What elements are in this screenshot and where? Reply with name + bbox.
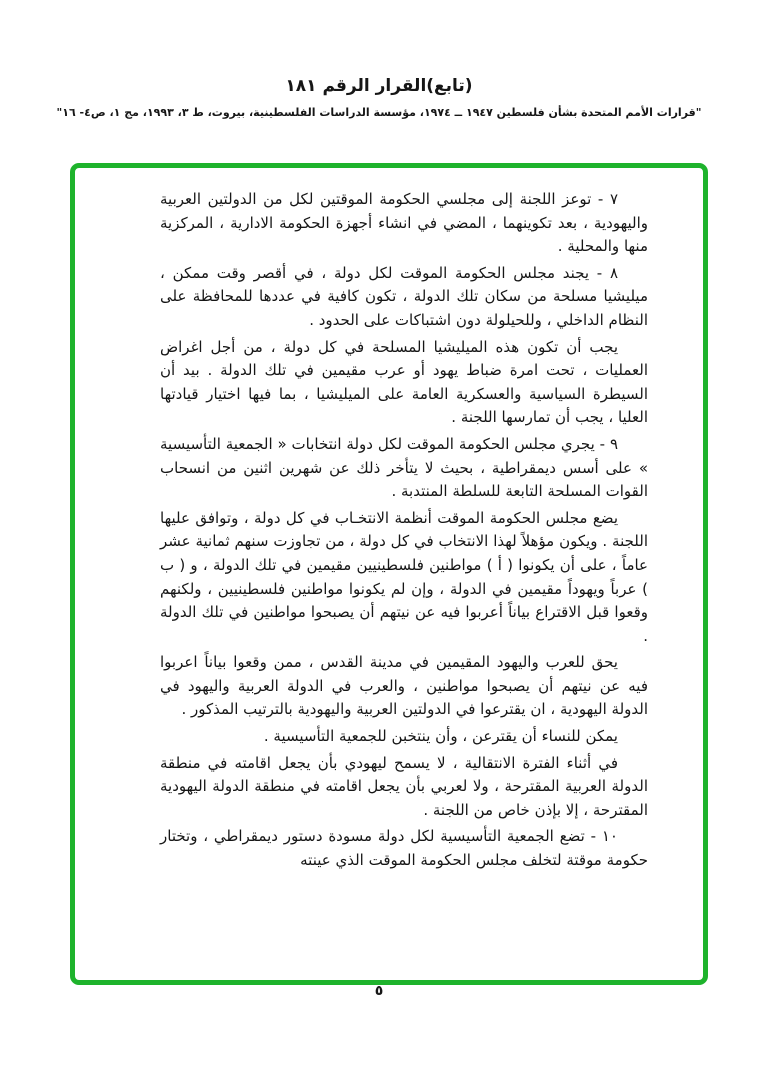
paragraph-clause-10: ١٠ - تضع الجمعية التأسيسية لكل دولة مسودة دستور ديمقراطي ، وتختار حكومة موقتة لتخلف مجلس الحكومة الموقت الذي عينته: [160, 827, 648, 870]
paragraph-clause-7: ٧ - توعز اللجنة إلى مجلسي الحكومة الموقتين لكل من الدولتين العربية واليهودية ، بعد تكوينهما ، المضي في انشاء أجهزة الحكومة الادارية ، المركزية منها والمحلية .: [160, 190, 648, 256]
resolution-text: [160, 188, 648, 876]
page-number: ٥: [374, 983, 384, 999]
paragraph-clause-9: ٩ - يجري مجلس الحكومة الموقت لكل دولة انتخابات « الجمعية التأسيسية » على أسس ديمقراطية ، بحيث لا يتأخر ذلك عن شهرين اثنين من انسحاب القوات المسلحة التابعة للسلطة المنتدبة .: [160, 434, 648, 501]
source-citation: "قرارات الأمم المتحدة بشأن فلسطين ١٩٤٧ ــ ١٩٧٤، مؤسسة الدراسات الفلسطينية، بيروت، ط ٣، ١٩٩٣، مج ١، ص٤- ١٦": [56, 106, 702, 119]
paragraph-transition-residency: في أثناء الفترة الانتقالية ، لا يسمح ليهودي بأن يجعل اقامته في منطقة الدولة العربية المقترحة ، ولا لعربي بأن يجعل اقامته في منطقة الدولة اليهودية المقترحة ، إلا بإذن خاص من اللجنة .: [160, 753, 648, 819]
paragraph-militia: يجب أن تكون هذه الميليشيا المسلحة في كل دولة ، من أجل اغراض العمليات ، تحت امرة ضباط يهود أو عرب مقيمين في تلك الدولة . بيد أن السيطرة السياسية والعسكرية العامة على الميليشيا ، بما فيها اختيار قيادتها العليا ، يجب أن تمارسها اللجنة .: [160, 337, 648, 427]
paragraph-jerusalem-voters: يحق للعرب واليهود المقيمين في مدينة القدس ، ممن وقعوا بياناً اعربوا فيه عن نيتهم أن يصبحوا مواطنين ، والعرب في الدولة العربية واليهود في الدولة اليهودية ، ان يقترعوا في الدولتين العربية واليهودية بالترتيب المذكور .: [160, 653, 648, 719]
page-title: (تابع)القرار الرقم ١٨١: [285, 76, 473, 96]
paragraph-election-rules: يضع مجلس الحكومة الموقت أنظمة الانتخـاب في كل دولة ، وتوافق عليها اللجنة . ويكون مؤهلاً لهذا الانتخاب في كل دولة ، من تجاوزت سنهم ثمانية عشر عاماً ، على أن يكونوا ( أ ) مواطنين فلسطينيين مقيمين في تلك الدولة ، و ( ب ) عرباً ويهوداً مقيمين في الدولة ، وإن لم يكونوا مواطنين فلسطينيين ، ولكنهم وقعوا قبل الاقتراع بياناً أعربوا فيه عن نيتهم أن يصبحوا مواطنين في تلك الدولة .: [160, 508, 648, 645]
paragraph-women-vote: يمكن للنساء أن يقترعن ، وأن ينتخبن للجمعية التأسيسية .: [263, 727, 618, 746]
green-border-frame: [70, 163, 708, 985]
paragraph-clause-8: ٨ - يجند مجلس الحكومة الموقت لكل دولة ، في أقصر وقت ممكن ، ميليشيا مسلحة من سكان تلك الدولة ، تكون كافية في عددها للمحافظة على النظام الداخلي ، وللحيلولة دون اشتباكات على الحدود .: [160, 263, 648, 329]
